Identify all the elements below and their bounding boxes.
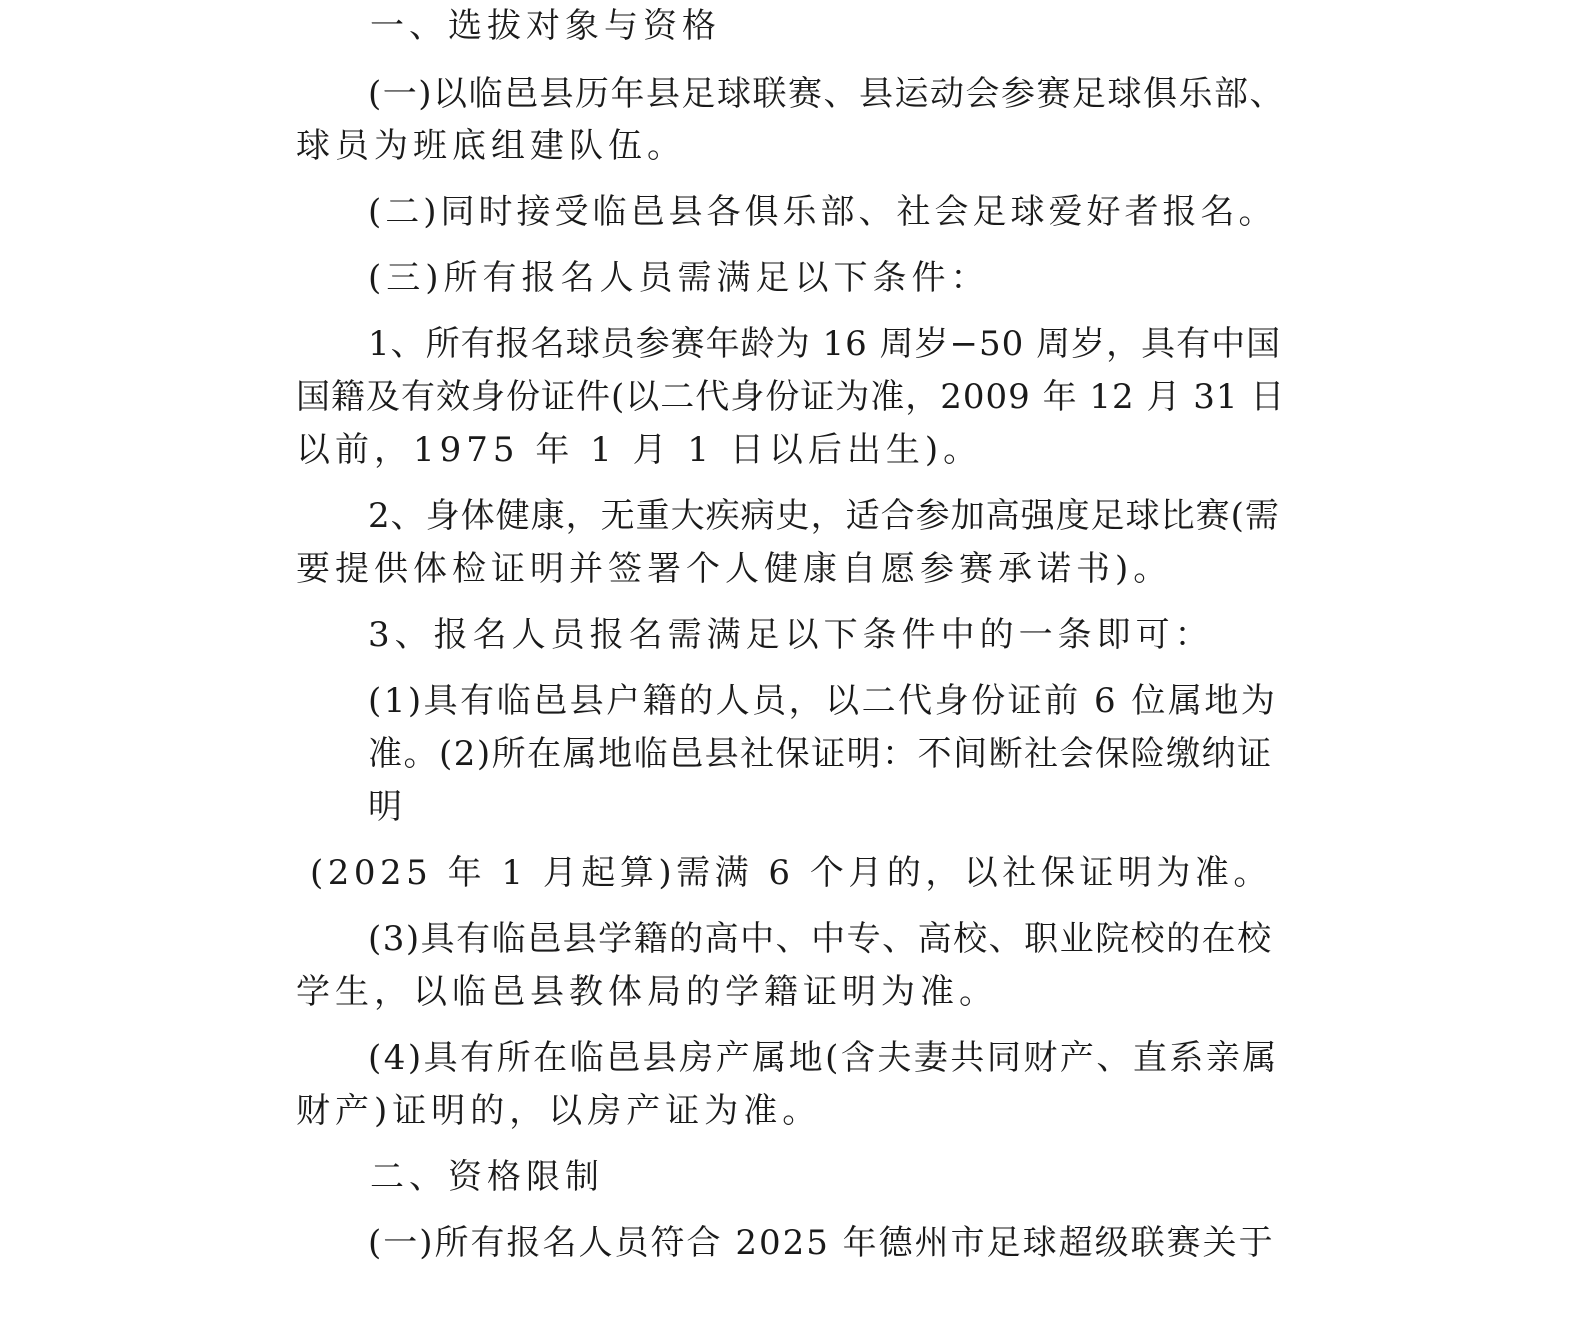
paragraph-line: (一)所有报名人员符合 2025 年德州市足球超级联赛关于 — [368, 1223, 1275, 1263]
paragraph-line: 财产)证明的，以房产证为准。 — [296, 1091, 822, 1131]
paragraph-line: 以前，1975 年 1 月 1 日以后出生)。 — [296, 430, 983, 470]
paragraph-line: (三)所有报名人员需满足以下条件： — [368, 258, 990, 298]
paragraph-line: 球员为班底组建队伍。 — [296, 126, 686, 166]
paragraph-line: 3、报名人员报名需满足以下条件中的一条即可： — [368, 615, 1214, 655]
paragraph-line: (4)具有所在临邑县房产属地(含夫妻共同财产、直系亲属 — [368, 1038, 1279, 1078]
section-heading-1: 一、选拔对象与资格 — [370, 6, 721, 46]
paragraph-line: 国籍及有效身份证件(以二代身份证为准，2009 年 12 月 31 日 — [296, 377, 1286, 417]
paragraph-line: 准。(2)所在属地临邑县社保证明：不间断社会保险缴纳证 — [368, 734, 1273, 774]
paragraph-line: 2、身体健康，无重大疾病史，适合参加高强度足球比赛(需 — [368, 496, 1280, 536]
paragraph-line: (3)具有临邑县学籍的高中、中专、高校、职业院校的在校 — [368, 919, 1273, 959]
paragraph-line: 学生，以临邑县教体局的学籍证明为准。 — [296, 972, 998, 1012]
paragraph-line: (1)具有临邑县户籍的人员，以二代身份证前 6 位属地为 — [368, 681, 1278, 721]
paragraph-line: 明 — [368, 787, 407, 827]
paragraph-line: (二)同时接受临邑县各俱乐部、社会足球爱好者报名。 — [368, 192, 1277, 232]
section-heading-2: 二、资格限制 — [370, 1157, 604, 1197]
paragraph-line: 要提供体检证明并签署个人健康自愿参赛承诺书)。 — [296, 549, 1173, 589]
paragraph-line: (一)以临邑县历年县足球联赛、县运动会参赛足球俱乐部、 — [368, 74, 1286, 114]
paragraph-line: 1、所有报名球员参赛年龄为 16 周岁−50 周岁，具有中国 — [368, 324, 1282, 364]
paragraph-line: (2025 年 1 月起算)需满 6 个月的，以社保证明为准。 — [310, 853, 1272, 893]
